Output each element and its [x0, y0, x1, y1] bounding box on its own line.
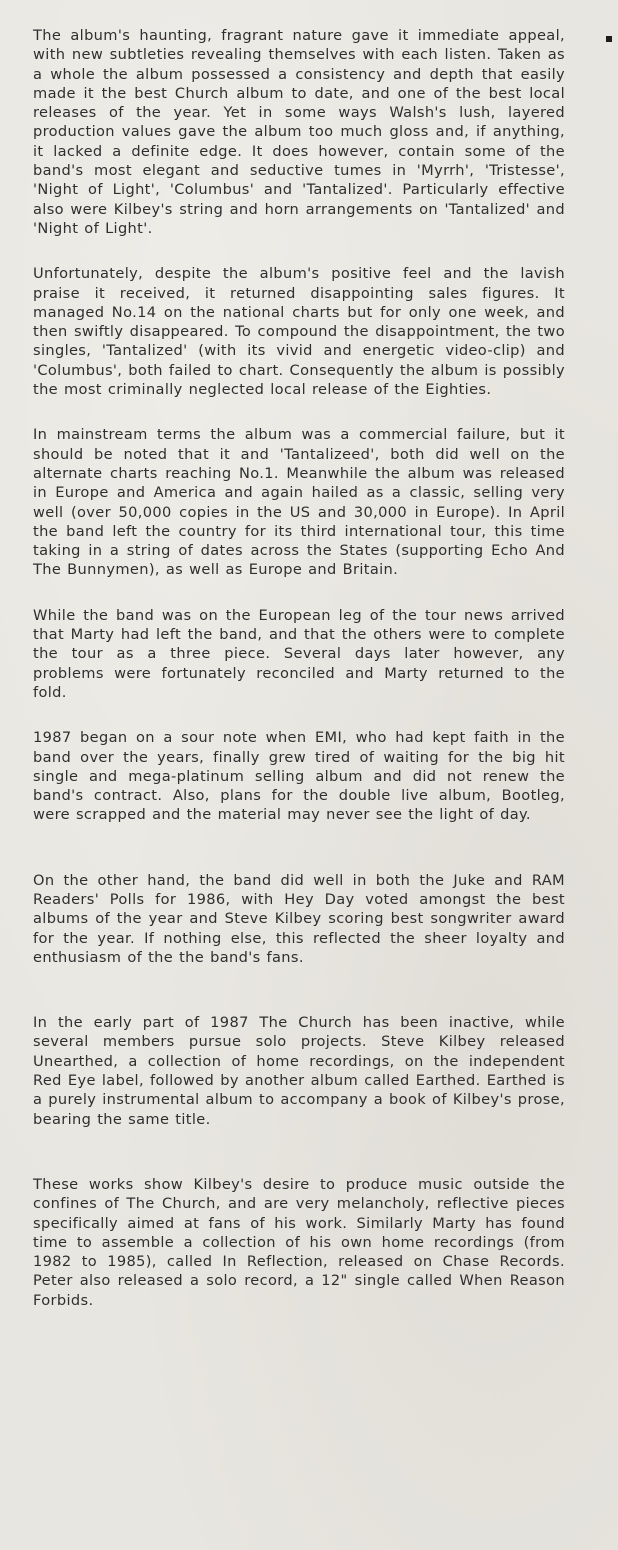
paragraph-gap [33, 967, 565, 1013]
paragraph-gap [33, 825, 565, 871]
bleed-through-shadow [150, 1432, 510, 1452]
paragraph-gap [33, 1129, 565, 1175]
paragraph-1987-emi: 1987 began on a sour note when EMI, who had kept faith in the band over the years, finally grew tired of waiting for the big hit single and mega-platinum selling album and did not renew the band's contract. Also, plans for the double live album, Bootleg, were scrapped and the material may never see the light of day. [33, 729, 565, 824]
paragraph-european-leg: While the band was on the European leg of the tour news arrived that Marty had left the band, and that the others were to complete the tour as a three piece. Several days later however, any problems were fortunately reconciled and Marty returned to the fold. [33, 606, 565, 701]
paragraph-alternate-charts: In mainstream terms the album was a commercial failure, but it should be noted that it and 'Tantalizeed', both did well on the alternate charts reaching No.1. Meanwhile the album was released in Europe and America and again hailed as a classic, selling very well (over 50,000 copies in the US and 30,000 in Europe). In April the band left the country for its third international tour, this time taking in a string of dates across the States (supporting Echo And The Bunnymen), as well as Europe and Britain. [33, 426, 565, 579]
paragraph-melancholy-works: These works show Kilbey's desire to produce music outside the confines of The Church, and are very melancholy, reflective pieces specifically aimed at fans of his work. Similarly Marty has found time to assemble a collection of his own home recordings (from 1982 to 1985), called In Reflection, released on Chase Records. Peter also released a solo record, a 12" single called When Reason Forbids. [33, 1175, 565, 1309]
paragraph-solo-projects: In the early part of 1987 The Church has been inactive, while several members pursue solo projects. Steve Kilbey released Unearthed, a collection of home recordings, on the independent Red Eye label, followed by another album called Earthed. Earthed is a purely instrumental album to accompany a book of Kilbey's prose, bearing the same title. [33, 1014, 565, 1128]
paragraph-gap [33, 399, 565, 425]
article-column [33, 26, 565, 1310]
paragraph-gap [33, 580, 565, 606]
paragraph-sales: Unfortunately, despite the album's positive feel and the lavish praise it received, it returned disappointing sales figures. It managed No.14 on the national charts but for only one week, and then swiftly disappeared. To compound the disappointment, the two singles, 'Tantalized' (with its vivid and energetic video-clip) and 'Columbus', both failed to chart. Consequently the album is possibly the most criminally neglected local release of the Eighties. [33, 265, 565, 399]
paragraph-gap [33, 702, 565, 728]
paragraph-gap [33, 238, 565, 264]
corner-mark [606, 36, 612, 42]
paragraph-album-appeal: The album's haunting, fragrant nature gave it immediate appeal, with new subtleties revealing themselves with each listen. Taken as a whole the album possessed a consistency and depth that easily made it the best Church album to date, and one of the best local releases of the year. Yet in some ways Walsh's lush, layered production values gave the album too much gloss and, if anything, it lacked a definite edge. It does however, contain some of the band's most elegant and seductive tumes in 'Myrrh', 'Tristesse', 'Night of Light', 'Columbus' and 'Tantalized'. Particularly effective also were Kilbey's string and horn arrangements on 'Tantalized' and 'Night of Light'. [33, 27, 565, 237]
paragraph-readers-polls: On the other hand, the band did well in both the Juke and RAM Readers' Polls for 1986, with Hey Day voted amongst the best albums of the year and Steve Kilbey scoring best songwriter award for the year. If nothing else, this reflected the sheer loyalty and enthusiasm of the the band's fans. [33, 871, 565, 966]
